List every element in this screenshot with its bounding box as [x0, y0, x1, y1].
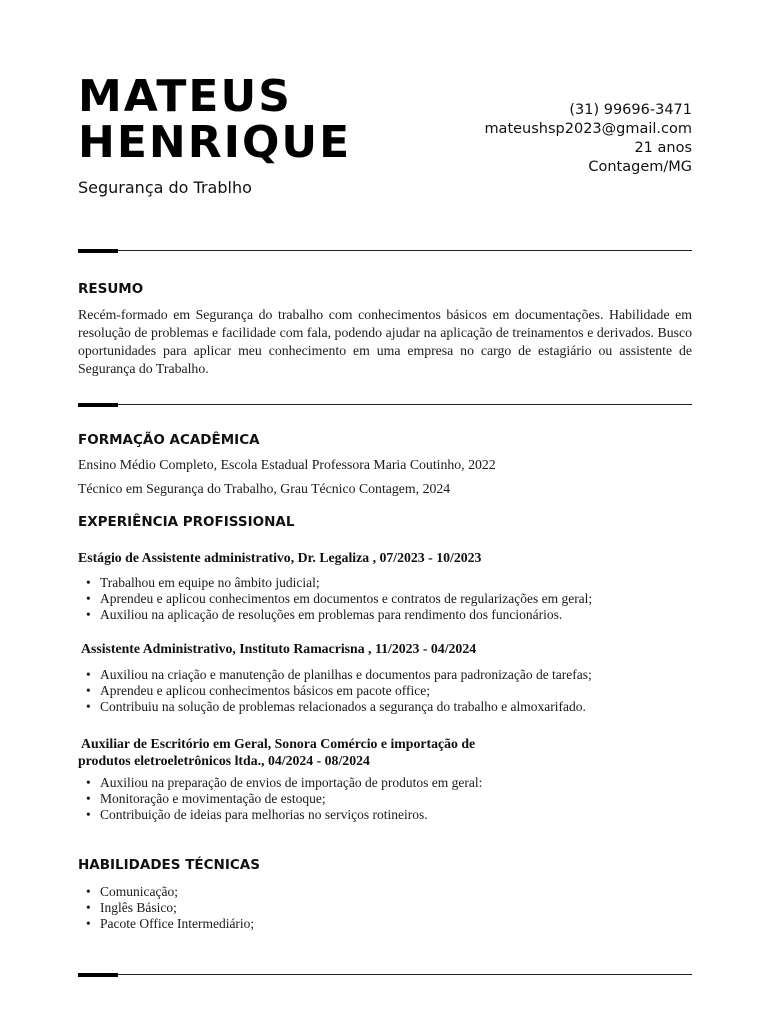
- job-title-2: Assistente Administrativo, Instituto Ramacrisna , 11/2023 - 04/2024: [81, 641, 477, 656]
- list-item: • Aprendeu e aplicou conhecimentos básicos em pacote office;: [86, 683, 592, 699]
- location: Contagem/MG: [588, 159, 692, 175]
- job-title-3-line-2: produtos eletroeletrônicos ltda., 04/2024 - 08/2024: [78, 753, 370, 768]
- name-line-1: MATEUS: [78, 71, 292, 122]
- list-item: • Pacote Office Intermediário;: [86, 916, 254, 932]
- experiencia-heading: EXPERIÊNCIA PROFISSIONAL: [78, 514, 295, 530]
- email-address: mateushsp2023@gmail.com: [484, 121, 692, 137]
- list-item: • Auxiliou na preparação de envios de importação de produtos em geral:: [86, 775, 482, 791]
- list-item: • Contribuição de ideias para melhorias no serviços rotineiros.: [86, 807, 482, 823]
- list-item: • Monitoração e movimentação de estoque;: [86, 791, 482, 807]
- list-item: • Trabalhou em equipe no âmbito judicial;: [86, 575, 592, 591]
- list-item: • Contribuiu na solução de problemas relacionados a segurança do trabalho e almoxarifado.: [86, 699, 592, 715]
- list-item: • Inglês Básico;: [86, 900, 254, 916]
- candidate-name: [78, 71, 352, 168]
- job-bullets-2: [86, 667, 592, 716]
- name-line-2: HENRIQUE: [78, 117, 352, 168]
- section-divider: [78, 248, 692, 254]
- contact-info: [484, 101, 692, 177]
- formacao-item: Técnico em Segurança do Trabalho, Grau Técnico Contagem, 2024: [78, 481, 451, 496]
- list-item: • Auxiliou na aplicação de resoluções em problemas para rendimento dos funcionários.: [86, 607, 592, 623]
- section-divider: [78, 402, 692, 408]
- habilidades-bullets: [86, 884, 254, 933]
- formacao-item: Ensino Médio Completo, Escola Estadual Professora Maria Coutinho, 2022: [78, 457, 496, 472]
- job-bullets-1: [86, 575, 592, 624]
- job-bullets-3: [86, 775, 482, 824]
- phone-number: (31) 99696-3471: [569, 102, 692, 118]
- list-item: • Aprendeu e aplicou conhecimentos em documentos e contratos de regularizações em geral;: [86, 591, 592, 607]
- formacao-heading: FORMAÇÃO ACADÊMICA: [78, 432, 260, 448]
- age: 21 anos: [634, 140, 692, 156]
- resumo-text: Recém-formado em Segurança do trabalho com conhecimentos básicos em documentações. Habilidade em resolução de problemas e facilidade com fala, podendo ajudar na aplicação de treinamentos e derivados. Busco oportunidades para aplicar meu conhecimento em uma empresa no cargo de estagiário ou assistente de Segurança do Trabalho.: [78, 307, 692, 376]
- resumo-heading: RESUMO: [78, 281, 144, 297]
- list-item: • Auxiliou na criação e manutenção de planilhas e documentos para padronização de tarefas;: [86, 667, 592, 683]
- job-title-1: Estágio de Assistente administrativo, Dr. Legaliza , 07/2023 - 10/2023: [78, 550, 482, 565]
- job-title-3-line-1: Auxiliar de Escritório em Geral, Sonora Comércio e importação de: [81, 736, 476, 751]
- job-title: Segurança do Trablho: [78, 178, 252, 197]
- section-divider: [78, 972, 692, 978]
- habilidades-heading: HABILIDADES TÉCNICAS: [78, 857, 260, 873]
- list-item: • Comunicação;: [86, 884, 254, 900]
